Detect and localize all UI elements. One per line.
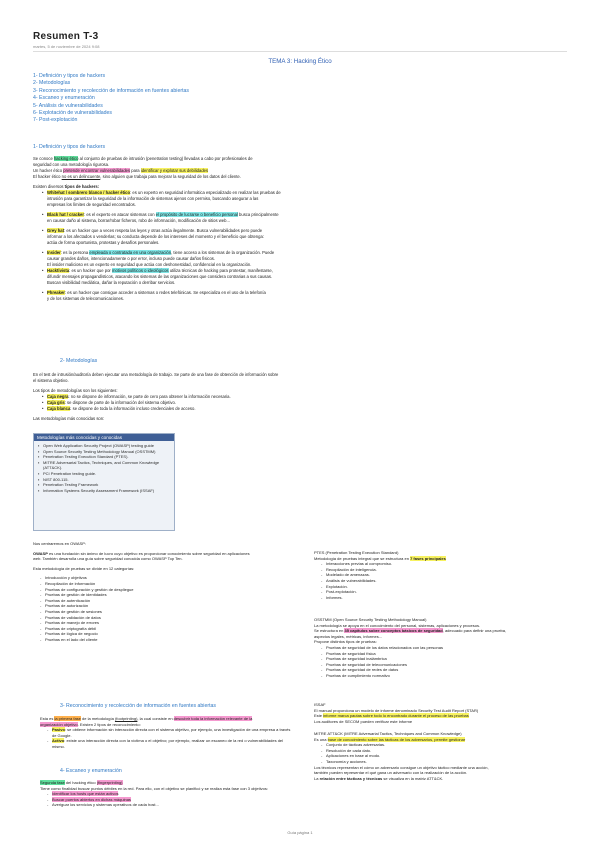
section-1-heading: 1- Definición y tipos de hackers [33,144,106,150]
issaf-block: ISSAF El manual proporciona un modelo de informe denominado Security Test Audit Report (STAR) Este informe marca pautas sobre todo lo encontrado durante el proceso de las pruebas Los auditores de SECOM pueden verificar este informe [314,702,479,724]
toc-item[interactable]: 4- Escaneo y enumeración [33,95,95,102]
list-item: - Análisis de vulnerabilidades. [320,578,568,584]
owasp-block: Nos centraremos en OWASP: OWASP es una fundación sin ánimo de lucro cuyo objetivo es proporcionar conocimiento sobre seguridad en aplicaciones web. También desarrolla una guía sobre seguridad conocida como OWASP Top Ten. Esta metodología de pruebas se divide en 12 categorías: - Introducción y objetivos - Recopilación de información - Pruebas de configuración y gestión de despliegue - Pruebas de gestión de identidades - Pruebas de autenticación - Pruebas de autorización - Pruebas de gestión de sesiones - Pruebas de validación de datos - Pruebas de manejo de errores - Pruebas de criptografía débil - Pruebas de lógica de negocio - Pruebas en el lado del cliente [33,541,298,643]
list-item: - Pruebas de seguridad inalámbrica [320,656,568,662]
ptes-block: PTES (Penetration Testing Execution Standard) Metodología de pruebas integral que se estructura en 7 fases principales - Interacciones previas al compromiso. - Recopilación de inteligencia. - Modelado de amenazas. - Análisis de vulnerabilidades. - Explotación. - Post-explotación. - Informes. [314,550,568,600]
list-item: ▪ Penetration Testing Framework [34,482,174,488]
list-item: - Pruebas en el lado del cliente [39,637,298,643]
list-item: - Pruebas de manejo de errores [39,620,298,626]
section-2-intro: En el test de intrusión/auditoría deben ejecutar una metodología de trabajo. Se parte de una fase de obtención de información sobre el sistema objetivo. Los tipos de metodologías son los siguientes: • Caja negra: no se dispone de información, se parte de cero para obtener la información necesaria. • Caja gris: se dispone de parte de la información del sistema objetivo. • Caja blanca: se dispone de toda la información incluso credenciales de acceso. Las metodologías más conocidas son: [33,372,563,422]
osstmm-block: OSSTMM (Open Source Security Testing Methodology Manual) La metodología se apoya en el conocimiento del personal, sistemas, aplicaciones y procesos. Se estructura en 35 capítulos sobre conceptos básicos de seguridad, adecuado para definir una prueba, aspectos legales, métricas, informes... Propone distintos tipos de pruebas: - Pruebas de seguridad de los datos relacionados con las personas - Pruebas de seguridad física - Pruebas de seguridad inalámbrica - Pruebas de seguridad de telecomunicaciones - Pruebas de seguridad de redes de datos - Pruebas de cumplimiento normativo [314,617,568,679]
section-4-body: Segunda fase del hacking ético (fingerprinting) Tiene como finalidad buscar puntos débiles en la red. Para ello, con el objetivo se planificó y se realiza esta fase con 3 objetivos: - Identificar los hosts que están activos - Buscar puertos abiertos en dichas máquinas - Averiguar los servicios y sistemas operativos de cada host... [40,780,302,808]
list-item: - Modelado de amenazas. [320,572,568,578]
list-item: ▪ Open Source Security Testing Methodology Manual (OSSTMM) [34,449,174,455]
list-item: - Pruebas de configuración y gestión de despliegue [39,587,298,593]
list-item: - Pruebas de validación de datos [39,615,298,621]
list-item: - Interacciones previas al compromiso. [320,561,568,567]
list-item: - Taxonomía y acciones. [320,759,568,765]
list-item: - Pruebas de seguridad física [320,651,568,657]
toc-item[interactable]: 7- Post-explotación [33,117,78,124]
toc-item[interactable]: 5- Análisis de vulnerabilidades [33,102,103,109]
list-item: - Pruebas de lógica de negocio [39,631,298,637]
list-item: - Resolución de cada dato. [320,748,568,754]
list-item: - Pruebas de autenticación [39,598,298,604]
list-item: - Recopilación de inteligencia. [320,567,568,573]
list-item: - Pruebas de autorización [39,603,298,609]
list-item: - Recopilación de información [39,581,298,587]
list-item: ▪ Open Web Application Security Project (OWASP) testing guide [34,443,174,449]
table-of-contents [33,73,189,125]
figure-title: Metodologías más conocidas y conocidas [34,434,174,441]
methodologies-figure [33,433,175,531]
toc-item[interactable]: 6- Explotación de vulnerabilidades [33,110,113,117]
list-item: ▪ Penetration Testing Execution Standard (PTES). [34,454,174,460]
list-item: - Conjunto de tácticas adversarias. [320,742,568,748]
list-item: - Pruebas de criptografía débil [39,626,298,632]
divider [33,51,567,52]
timestamp: martes, 5 de noviembre de 2024 9:08 [33,44,100,49]
section-4-heading: 4- Escaneo y enumeración [60,768,122,774]
toc-item[interactable]: 2- Metodologías [33,80,71,87]
list-item: - Pruebas de cumplimiento normativo [320,673,568,679]
list-item: - Aplicaciones en base al modo. [320,753,568,759]
section-3-body: Esta es la primera fase de la metodología (footprinting), la cual consiste en descubrir toda la información relevante de la organización objetivo. Existen 2 tipos de reconocimiento: - Pasivo: se obtiene información sin interacción directa con el sistema objetivo, por ejemplo, una investigación de una empresa a través de Google. - Activo: existe una interacción directa con la víctima o el objetivo; por ejemplo, realizar un escaneo de la red o vulnerabilidades del mismo. [40,716,302,750]
list-item: - Informes. [320,595,568,601]
list-item: - Pruebas de gestión de identidades [39,592,298,598]
list-item: - Post-explotación. [320,589,568,595]
list-item: - Pruebas de seguridad de redes de datos [320,667,568,673]
topic-title: TEMA 3: Hacking Ético [268,58,332,65]
list-item: - Explotación. [320,584,568,590]
toc-item[interactable]: 1- Definición y tipos de hackers [33,73,106,79]
list-item: - Pruebas de seguridad de telecomunicaciones [320,662,568,668]
toc-item[interactable]: 3- Reconocimiento y recolección de información en fuentes abiertas [33,87,189,94]
list-item: ▪ MITRE Adversarial Tactics, Techniques, and Common Knowledge (ATT&CK). [34,460,174,471]
list-item: - Pruebas de seguridad de los datos relacionados con las personas [320,645,568,651]
list-item: - Introducción y objetivos [39,575,298,581]
list-item: ▪ NIST 800-115. [34,477,174,483]
section-2-heading: 2- Metodologías [60,358,98,364]
page-title: Resumen T-3 [33,31,99,42]
page-footer: Guía página 1 [287,830,313,835]
list-item: - Pruebas de gestión de sesiones [39,609,298,615]
list-item: ▪ Information Systems Security Assessment Framework (ISSAF) [34,488,174,494]
mitre-block: MITRE ATT&CK (MITRE Adversarial Tactics, Techniques and Common Knowledge) Es una base de conocimiento sobre las tácticas de los adversarios, permite gestionar - Conjunto de tácticas adversarias. - Resolución de cada dato. - Aplicaciones en base al modo. - Taxonomía y acciones. Los técnicos representan el cómo un adversario consigue un objetivo táctico mediante una acción, también pueden representar el qué gana un adversario con la realización de la acción. La relación entre tácticas y técnicas se visualiza en la matriz ATT&CK. [314,731,568,781]
list-item: ▪ PCI Penetration testing guide. [34,471,174,477]
section-1-body: Se conoce hacking ético al conjunto de pruebas de intrusión (penetration testing) llevadas a cabo por profesionales de seguridad con una metodología rigurosa. Un hacker ético pretende encontrar vulnerabilidades para identificar y explotar sus debilidades El hacker ético no es un delincuente, sino alguien que trabaja para mejorar la seguridad de los datos del cliente. Existen diversos tipos de hackers: • Whitehat / sombrero blanco / hacker ético: es un experto en seguridad informática especializado en realizar las pruebas de intrusión para garantizar la seguridad de la información de sistemas ajenos con permiso, buscando asegurar a las empresas los límites de seguridad encontrados. • Black hat / cracker: es el experto en atacar sistemas con el propósito de lucrarse o beneficio personal busca principalmente en causar daño al sistema, borrar/robar ficheros, robo de información, modificación de sitios web... • Grey hat: es un hacker que a veces respeta las leyes y otras actúa ilegalmente. Busca vulnerabilidades pero puede informar a los afectados o venderlas; su conducta depende de los intereses del momento y el beneficio que obtenga: actúa de forma oportunista, protestas y desafíos personales. • Insider: es la persona empleada o contratada en una organización, tiene acceso a los sistemas de la organización. Puede causar grandes daños, intencionadamente o por error, incluso puede causar daños fisicos. El insider malicioso es un experto en seguridad que actúa con deshonestidad, confidencial en la organización. • Hacktivista: es un hacker que por motivos políticos o ideológicos utiliza técnicas de hacking para protestar, manifestarse, difundir mensajes propagandísticos, atacando los sistemas de las organizaciones que considera contrarias a sus causas. Buscan visibilidad mediática, dañar la reputación o derribar servicios. • Phreaker: es un hacker que consigue acceder a sistemas o redes telefónicas. Se especializa en el uso de la telefonía y de los sistemas de telecomunicaciones. [33,156,563,302]
section-3-heading: 3- Reconocimiento y recolección de información en fuentes abiertas [60,703,216,709]
